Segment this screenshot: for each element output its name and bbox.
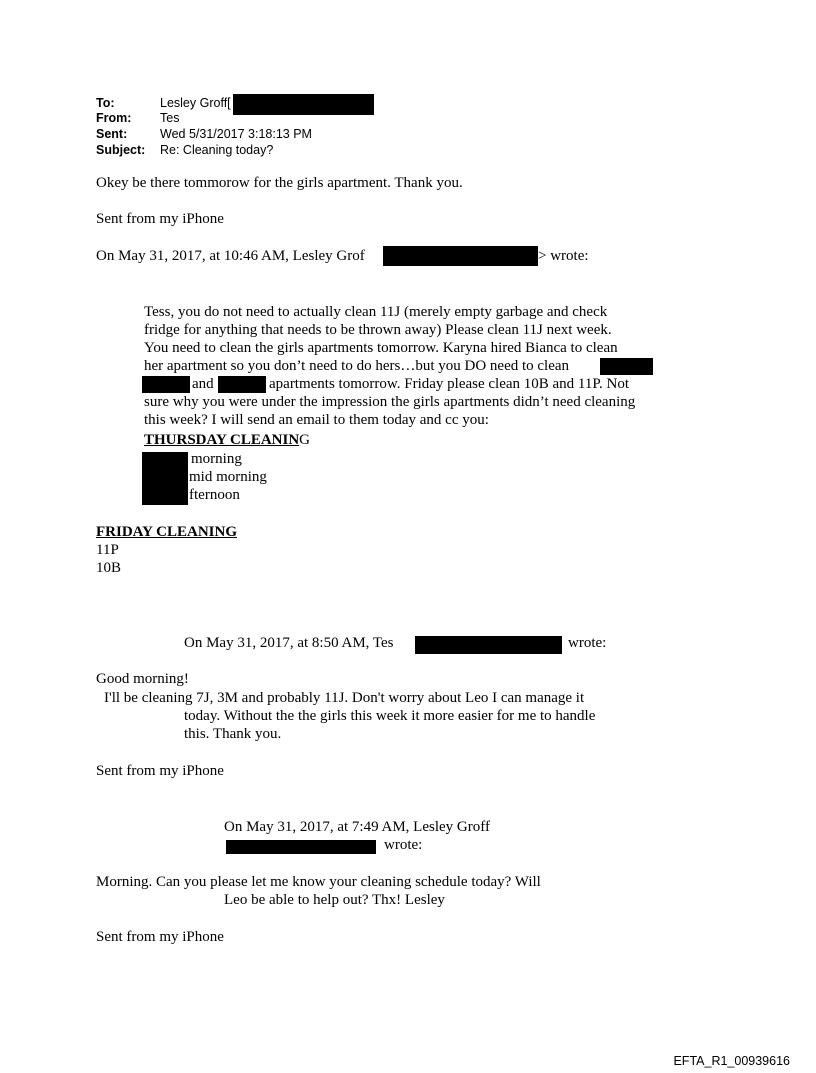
quote2-attribution-end: wrote:	[568, 635, 607, 651]
friday-heading: FRIDAY CLEANING	[96, 524, 237, 540]
to-value: Lesley Groff[	[160, 96, 231, 110]
quote2-greeting: Good morning!	[96, 671, 189, 687]
subject-label: Subject:	[96, 143, 146, 157]
quote3-attribution: On May 31, 2017, at 7:49 AM, Lesley Groff	[224, 819, 490, 835]
thursday-item: fternoon	[189, 487, 240, 503]
quote1-attribution: On May 31, 2017, at 10:46 AM, Lesley Grof	[96, 248, 365, 264]
reply-text: Okey be there tommorow for the girls apartment. Thank you.	[96, 175, 463, 191]
thursday-heading-text: THURSDAY CLEANIN	[144, 432, 300, 448]
quote3-line: Morning. Can you please let me know your cleaning schedule today? Will	[96, 874, 541, 890]
quote1-line: this week? I will send an email to them today and cc you:	[144, 412, 489, 428]
redaction-block	[383, 246, 538, 266]
thursday-item: morning	[191, 451, 242, 467]
quote3-signature: Sent from my iPhone	[96, 929, 224, 945]
quote2-line: today. Without the the girls this week it more easier for me to handle	[184, 708, 596, 724]
thursday-item: mid morning	[189, 469, 267, 485]
quote2-line: I'll be cleaning 7J, 3M and probably 11J. Don't worry about Leo I can manage it	[104, 690, 585, 706]
quote2-line: this. Thank you.	[184, 726, 282, 742]
quote1-line: her apartment so you don’t need to do hers…but you DO need to clean	[144, 358, 570, 374]
redaction-block	[142, 376, 190, 393]
quote3-attribution-end: wrote:	[384, 837, 423, 853]
thursday-heading-tail: G	[299, 432, 311, 448]
redaction-block	[600, 358, 653, 375]
redaction-block	[233, 94, 374, 115]
quote3-line: Leo be able to help out? Thx! Lesley	[224, 892, 445, 908]
quote1-line: apartments tomorrow. Friday please clean 10B and 11P. Not	[269, 376, 630, 392]
quote1-line: sure why you were under the impression the girls apartments didn’t need cleaning	[144, 394, 636, 410]
quote2-signature: Sent from my iPhone	[96, 763, 224, 779]
redaction-block	[415, 636, 562, 654]
quote1-line: and	[192, 376, 214, 392]
subject-value: Re: Cleaning today?	[160, 143, 274, 157]
quote1-line: Tess, you do not need to actually clean 11J (merely empty garbage and check	[144, 304, 608, 320]
to-label: To:	[96, 96, 115, 110]
redaction-block	[218, 376, 266, 393]
friday-item: 11P	[96, 542, 119, 558]
from-value: Tes	[160, 111, 180, 125]
quote1-line: fridge for anything that needs to be thrown away) Please clean 11J next week.	[144, 322, 612, 338]
document-id: EFTA_R1_00939616	[673, 1054, 790, 1068]
quote2-attribution: On May 31, 2017, at 8:50 AM, Tes	[184, 635, 394, 651]
redaction-block	[226, 840, 376, 854]
sent-value: Wed 5/31/2017 3:18:13 PM	[160, 127, 312, 141]
sent-label: Sent:	[96, 127, 128, 141]
quote1-line: You need to clean the girls apartments tomorrow. Karyna hired Bianca to clean	[144, 340, 618, 356]
friday-item: 10B	[96, 560, 122, 576]
from-label: From:	[96, 111, 132, 125]
redaction-block	[142, 452, 188, 505]
quote1-attribution-end: > wrote:	[538, 248, 589, 264]
reply-signature: Sent from my iPhone	[96, 211, 224, 227]
thursday-heading	[144, 431, 310, 449]
